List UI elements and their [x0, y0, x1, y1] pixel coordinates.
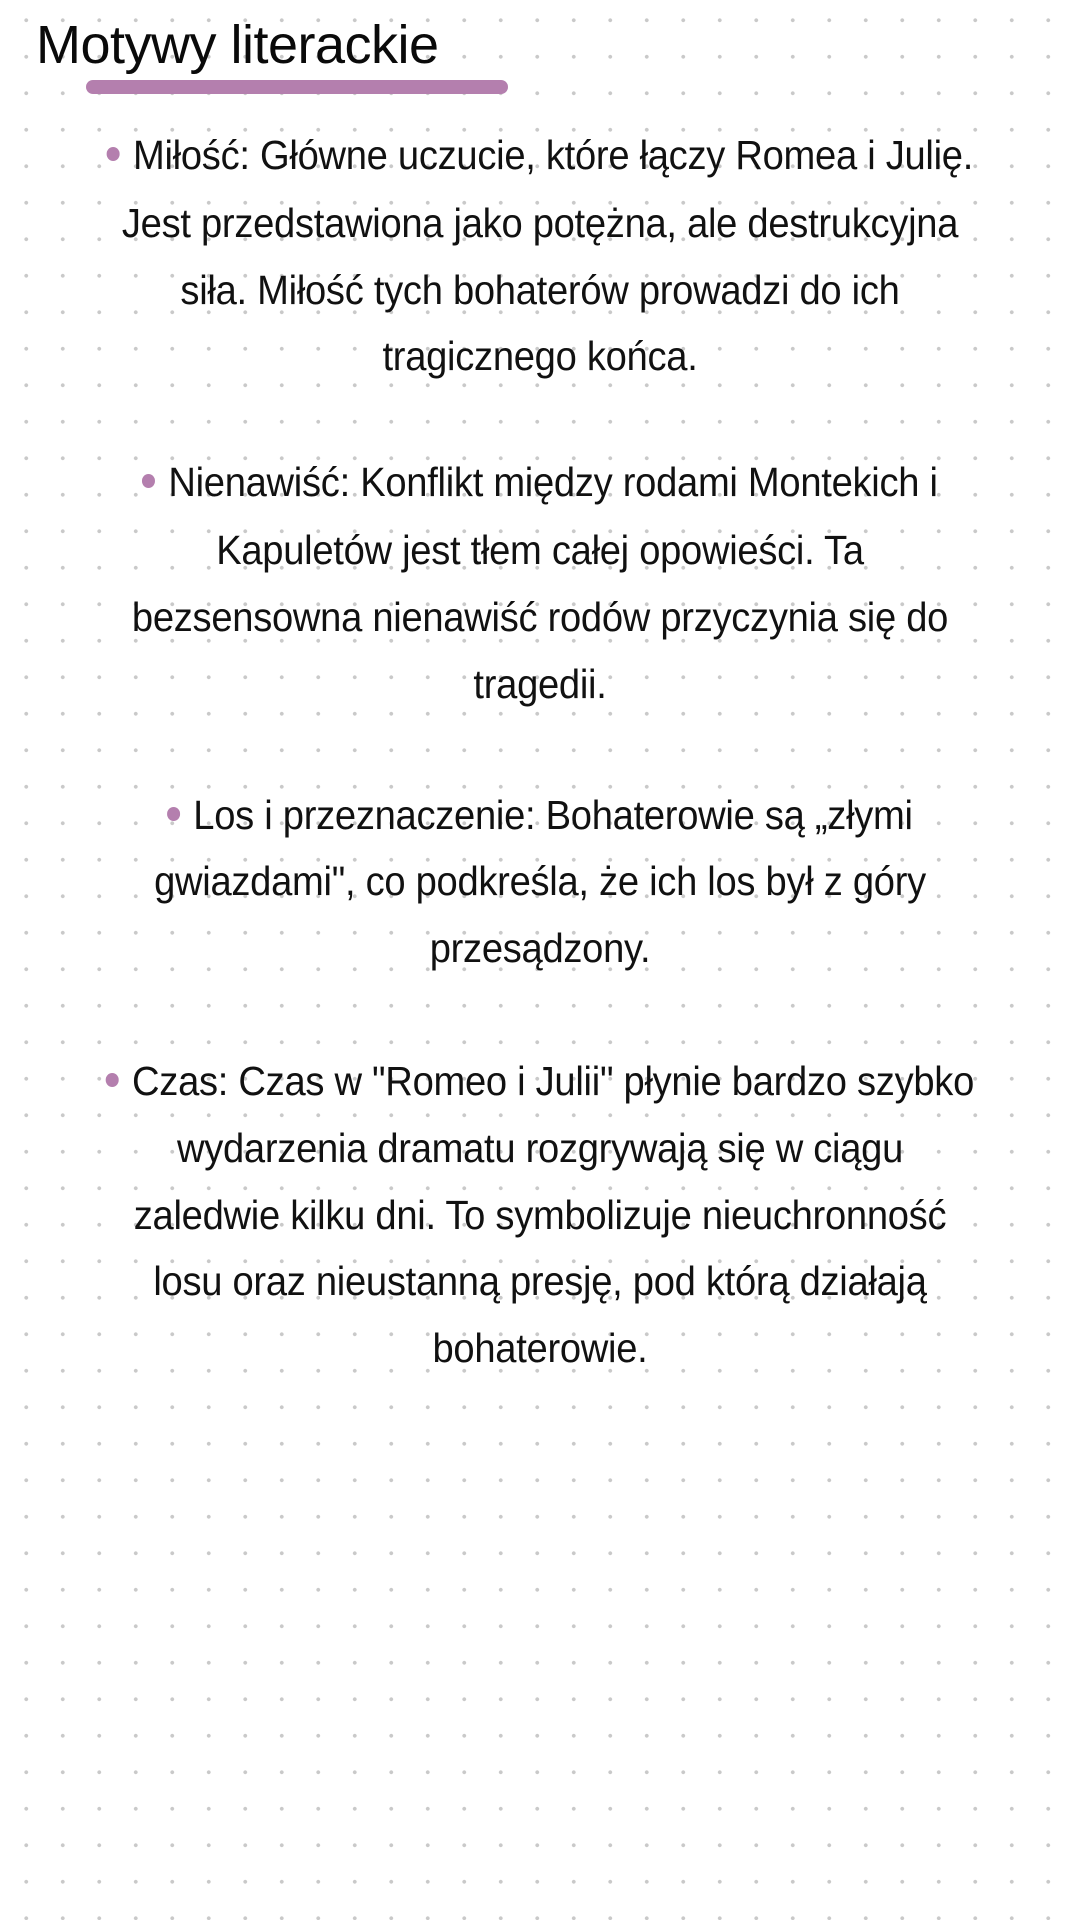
section-love-line: Jest przedstawiona jako potężna, ale destrukcyjna	[121, 200, 959, 246]
section-time-line: losu oraz nieustanną presję, pod którą działają	[153, 1258, 927, 1304]
page-title: Motywy literackie	[36, 15, 439, 75]
line-text: Los i przeznaczenie: Bohaterowie są „złymi	[193, 792, 913, 838]
bullet-icon	[142, 474, 155, 488]
section-time-line: zaledwie kilku dni. To symbolizuje nieuchronność	[133, 1192, 947, 1238]
section-hatred-line: Kapuletów jest tłem całej opowieści. Ta	[216, 527, 864, 573]
bullet-icon	[167, 807, 180, 821]
bullet-icon	[106, 1073, 119, 1087]
line-text: Nienawiść: Konflikt między rodami Montekich i	[168, 459, 938, 505]
section-time-line: wydarzenia dramatu rozgrywają się w ciągu	[176, 1125, 904, 1171]
section-hatred-line: bezsensowna nienawiść rodów przyczynia się do	[131, 594, 949, 640]
section-love-line	[38, 130, 1042, 180]
section-hatred-line	[38, 457, 1042, 507]
section-love-line: tragicznego końca.	[382, 333, 698, 379]
section-hatred-line: tragedii.	[473, 661, 607, 707]
section-fate-line	[38, 790, 1042, 840]
section-time-line	[38, 1056, 1042, 1106]
section-fate-line: gwiazdami", co podkreśla, że ich los był z góry	[154, 858, 926, 904]
section-love-line: siła. Miłość tych bohaterów prowadzi do ich	[180, 267, 900, 313]
line-text: Czas: Czas w "Romeo i Julii" płynie bardzo szybko	[132, 1058, 975, 1104]
section-time-line: bohaterowie.	[432, 1325, 648, 1371]
line-text: Miłość: Główne uczucie, które łączy Romea i Julię.	[132, 132, 974, 178]
section-fate-line: przesądzony.	[429, 925, 651, 971]
title-underline	[86, 80, 508, 94]
bullet-icon	[107, 147, 120, 161]
